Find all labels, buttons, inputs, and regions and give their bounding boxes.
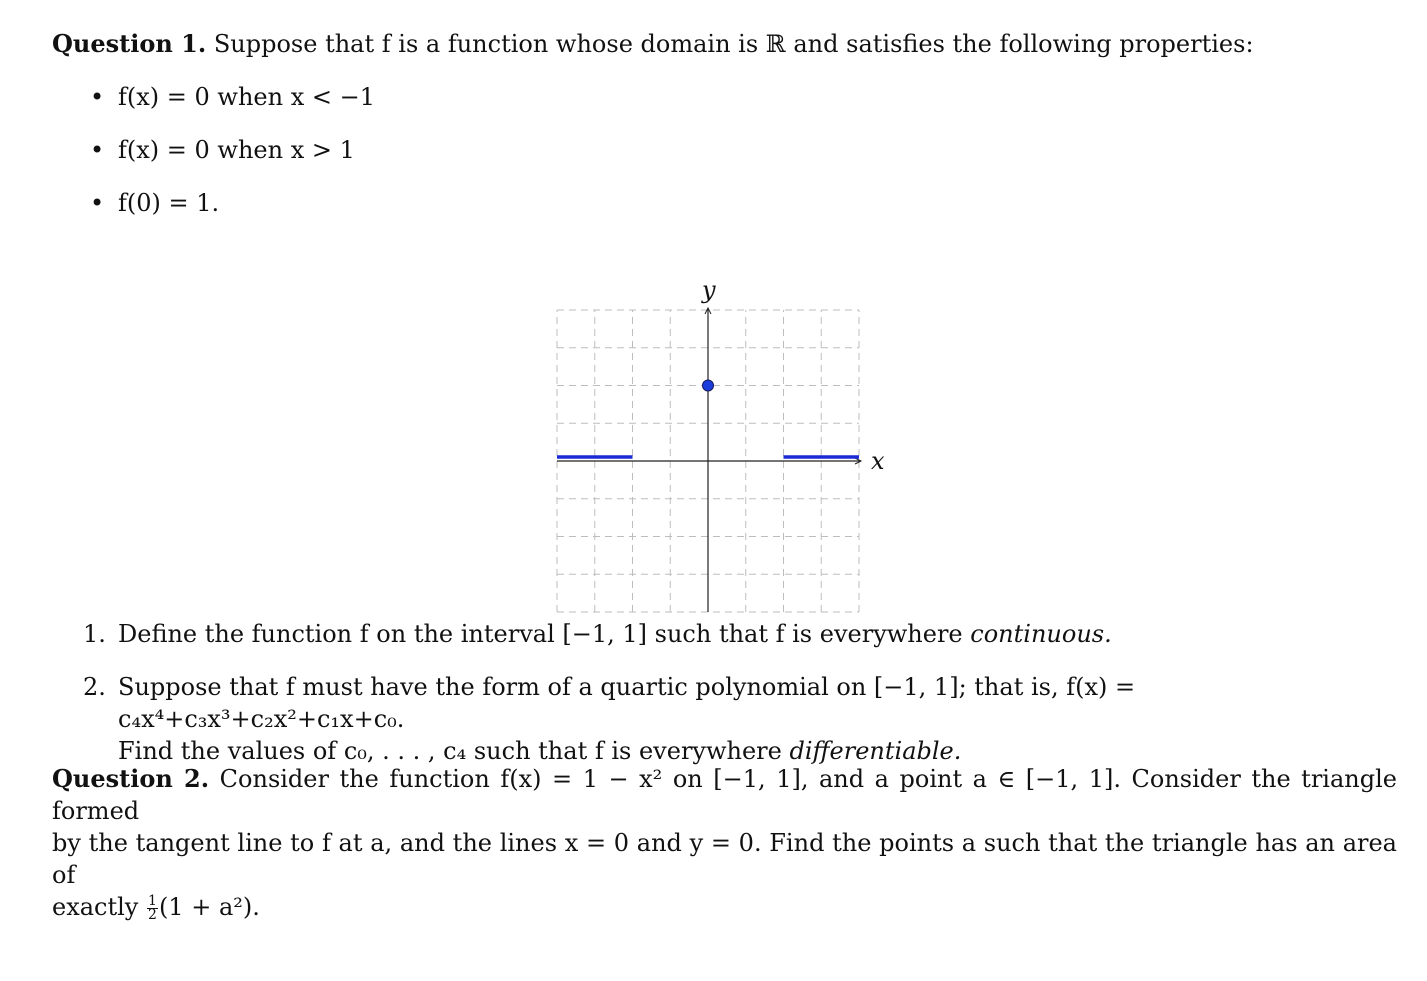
question1-intro xyxy=(52,28,1397,60)
question2 xyxy=(52,763,1397,923)
task-number: 2. xyxy=(83,673,106,701)
graph-svg xyxy=(532,268,912,618)
task-item xyxy=(52,671,1397,767)
property-list xyxy=(52,81,1397,219)
x-axis-label: x xyxy=(871,447,885,475)
task-text: Define the function f on the interval [−1, 1] such that f is everywhere xyxy=(118,620,963,648)
task-emphasis: continuous. xyxy=(970,620,1112,648)
function-graph xyxy=(532,268,912,618)
property-item xyxy=(52,134,1397,166)
marked-point xyxy=(703,380,714,391)
question1-title: Question 1. xyxy=(52,29,207,58)
question1-intro-text: Suppose that f is a function whose domain is ℝ and satisfies the following properties: xyxy=(213,30,1254,58)
task-number: 1. xyxy=(83,620,106,648)
property-text: f(0) = 1. xyxy=(118,189,220,217)
fraction-numerator: 1 xyxy=(148,893,157,909)
bullet-icon: • xyxy=(90,189,105,217)
question2-text: exactly xyxy=(52,893,139,921)
bullet-icon: • xyxy=(90,136,105,164)
document-page xyxy=(52,28,1397,923)
property-item xyxy=(52,81,1397,113)
question2-line xyxy=(52,891,1397,923)
question2-line xyxy=(52,763,1397,827)
task-emphasis: differentiable. xyxy=(789,737,962,765)
property-text: f(x) = 0 when x < −1 xyxy=(118,83,375,111)
property-item xyxy=(52,187,1397,219)
fraction-denominator: 2 xyxy=(148,907,157,923)
question2-text: by the tangent line to f at a, and the lines x = 0 and y = 0. Find the points a such that the triangle has an area of xyxy=(52,829,1397,889)
bullet-icon: • xyxy=(90,83,105,111)
question2-line xyxy=(52,827,1397,891)
task-item xyxy=(52,618,1397,650)
task-text: Suppose that f must have the form of a quartic polynomial on [−1, 1]; that is, f(x) = c₄x⁴+c₃x³+c₂x²+c₁x+c₀. xyxy=(118,673,1136,733)
y-axis-label: y xyxy=(702,276,716,304)
fraction xyxy=(147,895,158,922)
property-text: f(x) = 0 when x > 1 xyxy=(118,136,355,164)
question2-title: Question 2. xyxy=(52,764,210,793)
question2-text: (1 + a²). xyxy=(158,893,260,921)
question2-text: Consider the function f(x) = 1 − x² on [−1, 1], and a point a ∈ [−1, 1]. Consider the triangle formed xyxy=(52,765,1397,825)
task-text-continued: Find the values of c₀, . . . , c₄ such that f is everywhere xyxy=(118,737,782,765)
